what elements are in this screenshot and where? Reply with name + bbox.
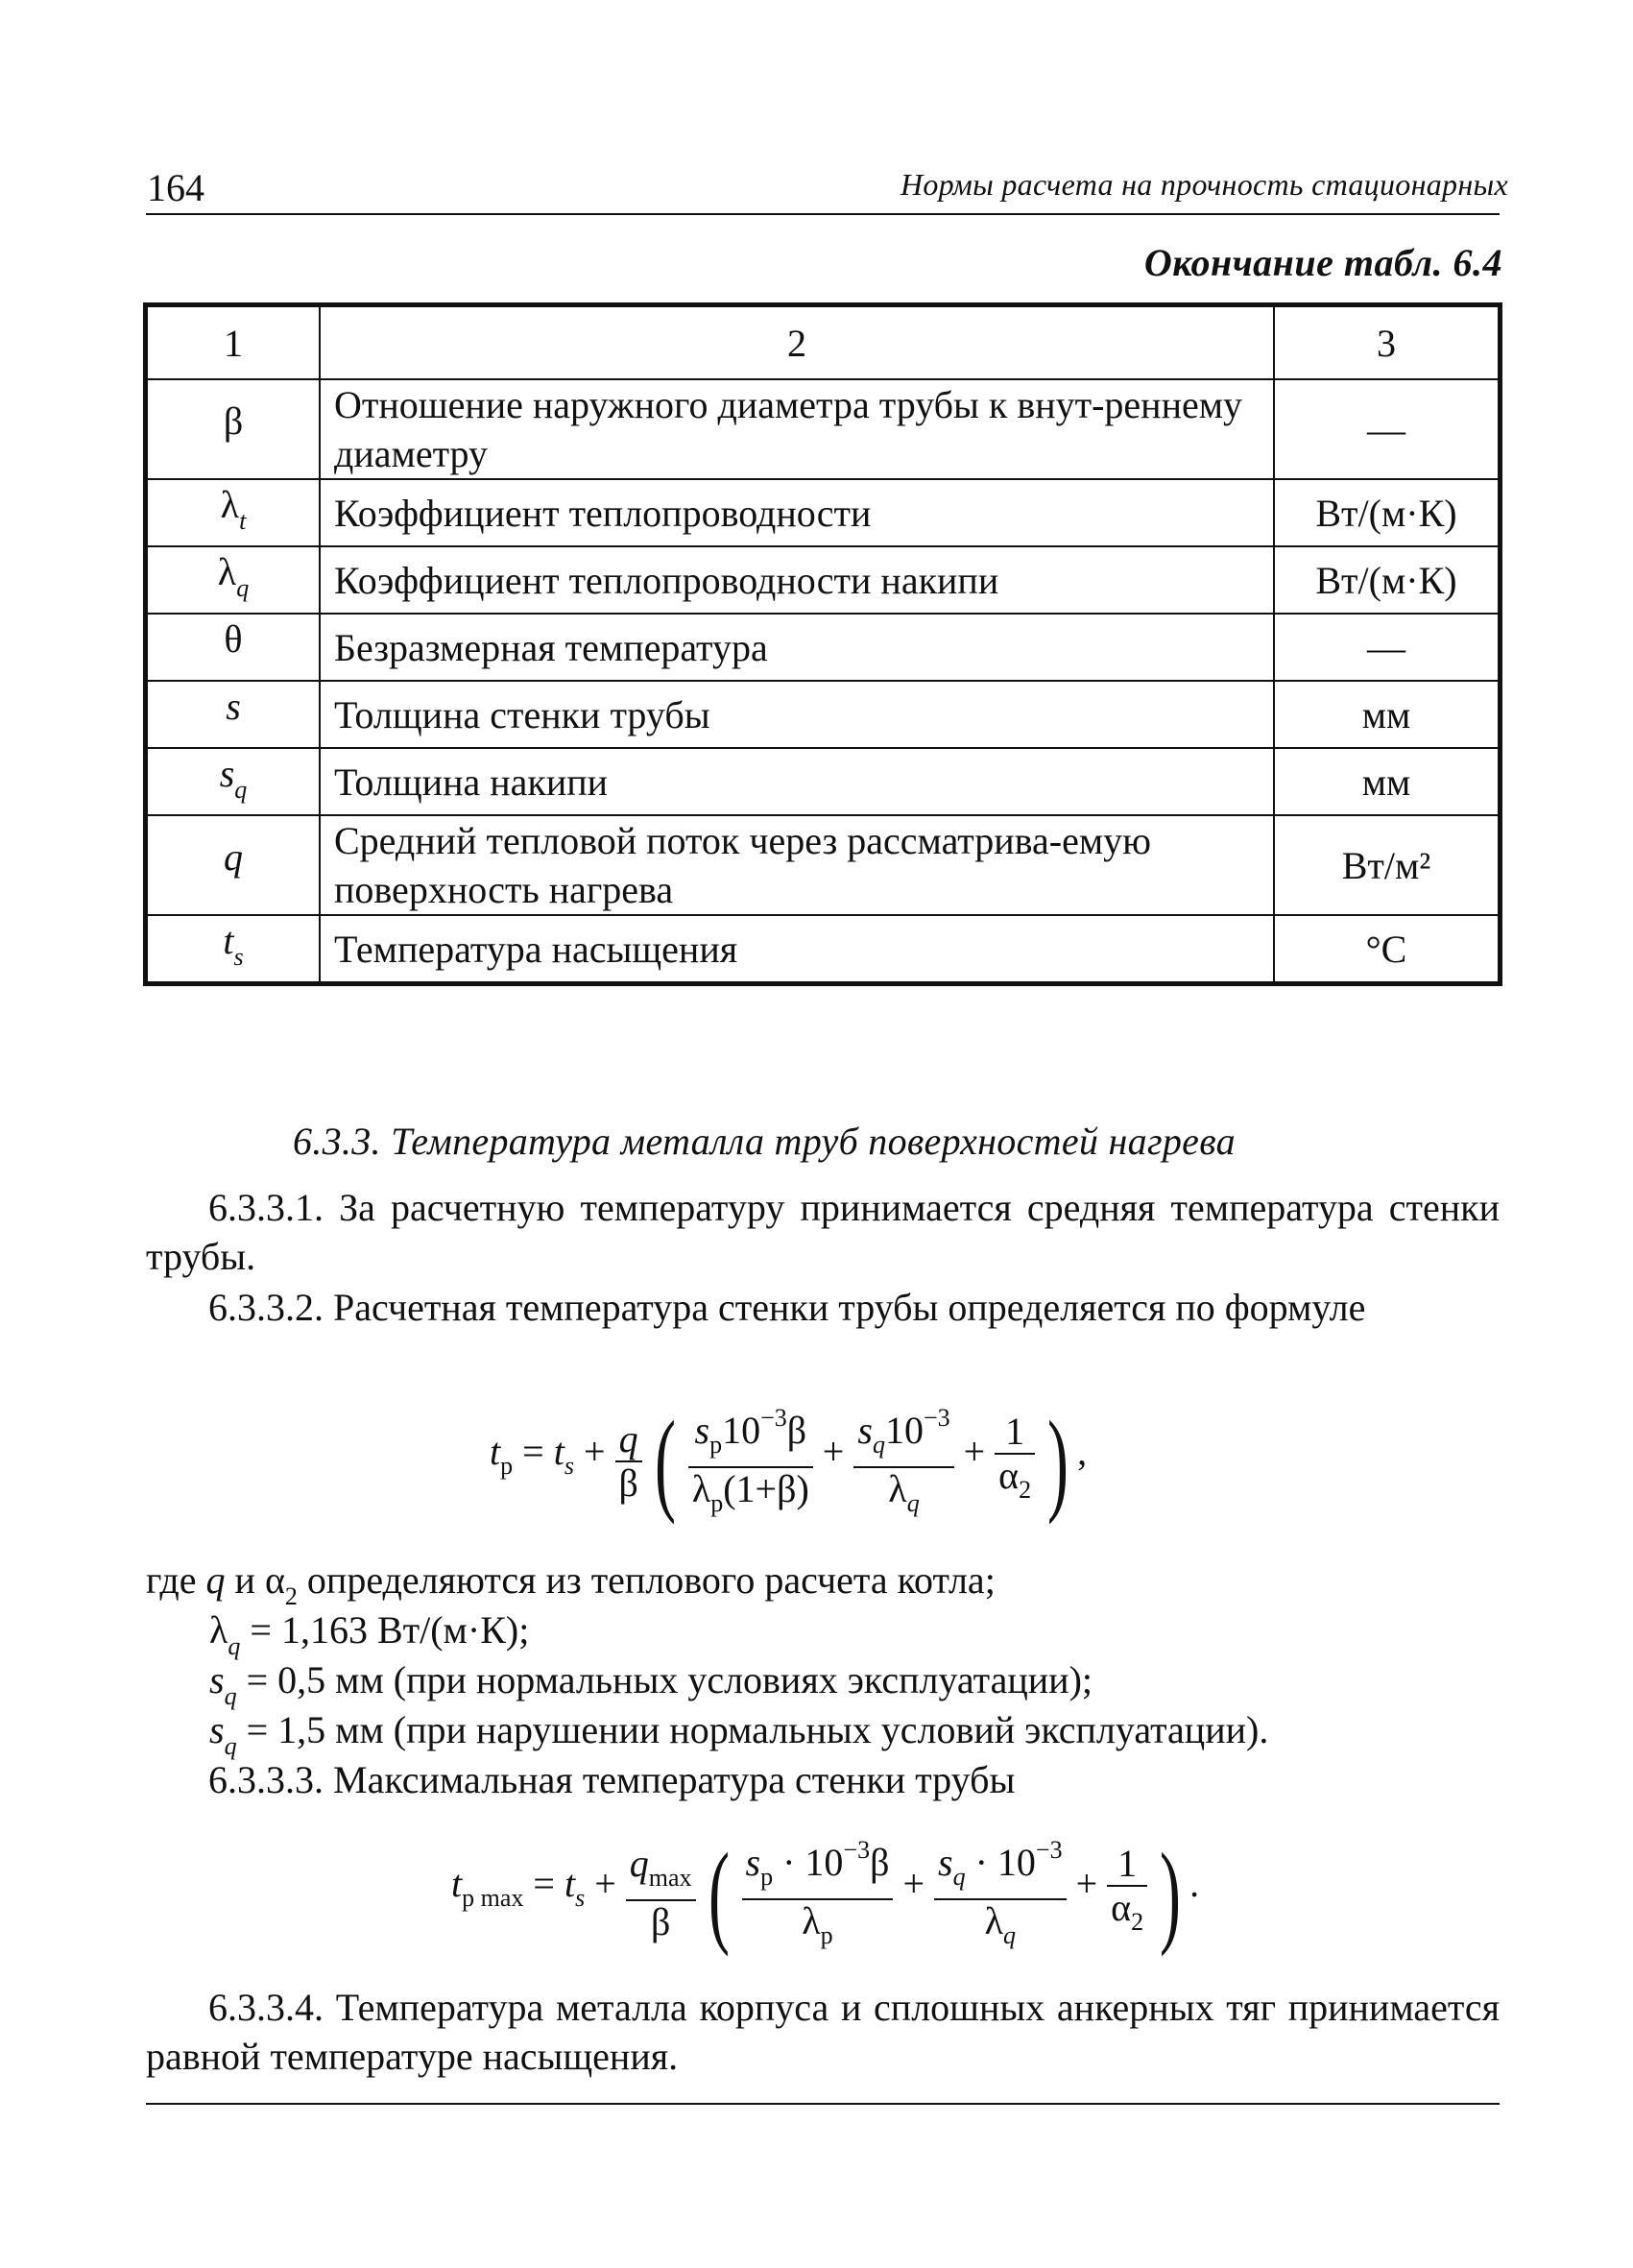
fraction-numerator: q xyxy=(615,1418,642,1462)
symbol-cell: $t_s$ xyxy=(147,915,320,982)
symbol-cell: s xyxy=(147,681,320,748)
formula-term3 xyxy=(995,1411,1035,1511)
fraction-numerator: $s_q10^{-3}$ xyxy=(853,1397,953,1468)
symbol-cell: β xyxy=(147,379,320,479)
formula-q-over-beta xyxy=(615,1418,642,1505)
formula-ts: t xyxy=(553,1430,564,1474)
symbol-cell: q xyxy=(147,815,320,915)
fraction-numerator: $s_р \cdot 10^{-3}\beta$ xyxy=(742,1829,894,1900)
fraction-denominator: $\lambda_р$ xyxy=(802,1899,833,1949)
fraction-denominator: β xyxy=(618,1460,638,1505)
formula-plus: + xyxy=(1075,1862,1098,1906)
unit-cell: Вт/м² xyxy=(1274,815,1499,915)
paragraph-6-3-3-2 xyxy=(146,1283,1500,1332)
formula-lhs-sub: р xyxy=(500,1452,514,1481)
fraction-denominator: $\alpha_2$ xyxy=(998,1454,1032,1504)
paragraph-6-3-3-3 xyxy=(146,1755,1500,1804)
paragraph-text: 6.3.3.2. Расчетная температура стенки трубы определяется по формуле xyxy=(208,1286,1366,1329)
unit-cell: — xyxy=(1274,379,1499,479)
table-row xyxy=(147,815,1499,915)
formula-ts-sub: s xyxy=(575,1884,586,1913)
where-line-3: $s_q = 0,5$ мм (при нормальных условиях эксплуатации); xyxy=(209,1658,1093,1710)
formula-term3 xyxy=(1107,1843,1147,1943)
formula-lhs: t xyxy=(451,1862,463,1906)
left-paren: ( xyxy=(654,1396,676,1525)
fraction-numerator: 1 xyxy=(1107,1843,1147,1887)
formula-max-wall-temperature xyxy=(451,1829,1199,1957)
formula-equals: = xyxy=(522,1430,544,1474)
unit-cell: — xyxy=(1274,614,1499,681)
symbol-cell: $\lambda_t$ xyxy=(147,479,320,546)
formula-lhs-sub: р max xyxy=(462,1884,524,1913)
formula-term2 xyxy=(934,1829,1067,1957)
fraction-denominator: $\lambda_р(1+\beta)$ xyxy=(691,1467,809,1517)
table-row xyxy=(147,915,1499,982)
footer-rule xyxy=(146,2103,1500,2105)
paragraph-text: 6.3.3.4. Температура металла корпуса и сплошных анкерных тяг принимается равной температуре насыщения. xyxy=(146,1986,1500,2078)
table-row xyxy=(147,379,1499,479)
fraction-numerator: $s_р10^{-3}\beta$ xyxy=(688,1397,813,1468)
formula-ts: t xyxy=(564,1862,576,1906)
symbol-cell: θ xyxy=(147,614,320,681)
fraction-denominator: β xyxy=(650,1900,671,1943)
formula-end-punct: . xyxy=(1189,1862,1200,1906)
description-cell: Безразмерная температура xyxy=(320,614,1274,681)
unit-cell: мм xyxy=(1274,748,1499,815)
where-line-1: где q и $\alpha_2$ определяются из теплового расчета котла; xyxy=(146,1558,996,1610)
where-line-2: $\lambda_q = 1,163$ Вт/(м·К); xyxy=(209,1608,530,1660)
symbols-table xyxy=(146,305,1500,983)
formula-term1 xyxy=(688,1397,813,1525)
page-number: 164 xyxy=(147,166,204,209)
formula-term2 xyxy=(853,1397,953,1525)
formula-plus: + xyxy=(963,1430,986,1474)
description-cell: Коэффициент теплопроводности xyxy=(320,479,1274,546)
symbol-cell: $s_q$ xyxy=(147,748,320,815)
table-header-row xyxy=(147,306,1499,379)
paragraph-text: 6.3.3.3. Максимальная температура стенки трубы xyxy=(208,1758,1016,1801)
table-row xyxy=(147,681,1499,748)
formula-ts-sub: s xyxy=(564,1452,574,1481)
description-cell: Толщина стенки трубы xyxy=(320,681,1274,748)
description-cell: Толщина накипи xyxy=(320,748,1274,815)
formula-plus: + xyxy=(583,1430,606,1474)
unit-cell: °С xyxy=(1274,915,1499,982)
table-caption: Окончание табл. 6.4 xyxy=(1143,241,1502,284)
header-rule xyxy=(146,213,1500,215)
formula-term1 xyxy=(742,1829,894,1957)
table-row xyxy=(147,614,1499,681)
symbol-cell: $\lambda_q$ xyxy=(147,546,320,614)
unit-cell: Вт/(м·К) xyxy=(1274,479,1499,546)
formula-qmax-over-beta xyxy=(626,1843,696,1943)
formula-wall-temperature xyxy=(490,1397,1087,1525)
left-paren: ( xyxy=(708,1828,730,1957)
unit-cell: мм xyxy=(1274,681,1499,748)
fraction-numerator: $q_{max}$ xyxy=(626,1843,696,1901)
fraction-denominator: $\lambda_q$ xyxy=(888,1467,920,1517)
fraction-numerator: $s_q \cdot 10^{-3}$ xyxy=(934,1829,1067,1900)
fraction-denominator: $\alpha_2$ xyxy=(1111,1886,1144,1936)
formula-end-punct: , xyxy=(1077,1430,1088,1474)
right-paren: ) xyxy=(1047,1396,1069,1525)
fraction-numerator: 1 xyxy=(995,1411,1035,1455)
description-cell: Температура насыщения xyxy=(320,915,1274,982)
section-heading: 6.3.3. Температура металла труб поверхностей нагрева xyxy=(293,1120,1236,1163)
unit-cell: Вт/(м·К) xyxy=(1274,546,1499,614)
fraction-denominator: $\lambda_q$ xyxy=(984,1899,1016,1949)
paragraph-6-3-3-4 xyxy=(146,1983,1500,2081)
table-row xyxy=(147,546,1499,614)
table-header-cell: 3 xyxy=(1274,306,1499,379)
paragraph-6-3-3-1 xyxy=(146,1183,1500,1281)
description-cell: Коэффициент теплопроводности накипи xyxy=(320,546,1274,614)
running-title: Нормы расчета на прочность стационарных xyxy=(900,167,1508,202)
description-cell: Средний тепловой поток через рассматрива-емую поверхность нагрева xyxy=(320,815,1274,915)
formula-plus: + xyxy=(594,1862,616,1906)
formula-lhs: t xyxy=(490,1430,501,1474)
where-line-4: $s_q = 1,5$ мм (при нарушении нормальных условий эксплуатации). xyxy=(209,1708,1269,1760)
table-row xyxy=(147,479,1499,546)
table-header-cell: 1 xyxy=(147,306,320,379)
paragraph-text: 6.3.3.1. За расчетную температуру принимается средняя температура стенки трубы. xyxy=(146,1186,1500,1278)
formula-equals: = xyxy=(533,1862,555,1906)
formula-plus: + xyxy=(822,1430,845,1474)
formula-plus: + xyxy=(902,1862,925,1906)
table-row xyxy=(147,748,1499,815)
right-paren: ) xyxy=(1160,1828,1182,1957)
table-header-cell: 2 xyxy=(320,306,1274,379)
description-cell: Отношение наружного диаметра трубы к внут-реннему диаметру xyxy=(320,379,1274,479)
